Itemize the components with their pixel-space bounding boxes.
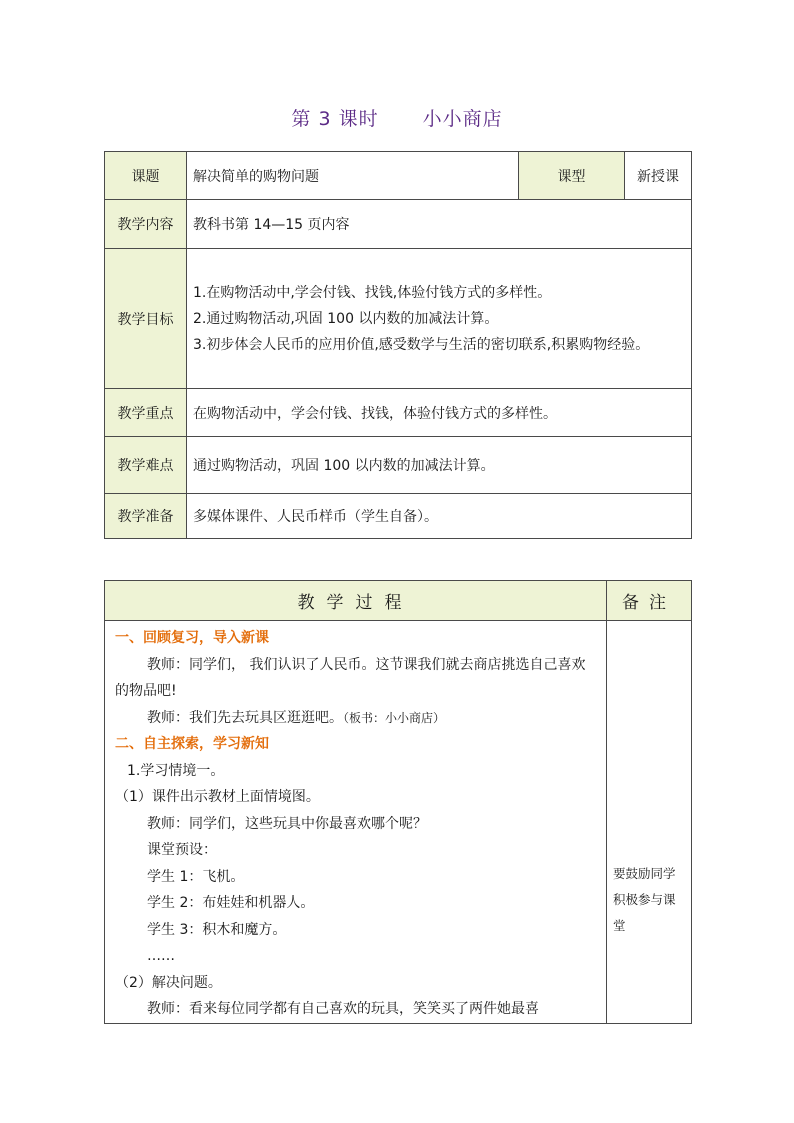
subsection: （1）课件出示教材上面情境图。 bbox=[115, 789, 320, 805]
key-label: 教学重点 bbox=[105, 389, 187, 437]
paragraph: 课堂预设： bbox=[147, 842, 217, 858]
ellipsis: …… bbox=[147, 948, 175, 964]
board-note: （板书：小小商店） bbox=[343, 710, 446, 725]
paragraph: 教师：同学们， 我们认识了人民币。这节课我们就去商店挑选自己喜欢的物品吧! bbox=[115, 656, 586, 699]
note-text: 要鼓励同学积极参与课堂 bbox=[613, 866, 676, 933]
note-header: 备注 bbox=[607, 581, 692, 621]
subject-value: 解决简单的购物问题 bbox=[187, 152, 519, 200]
row-prep bbox=[105, 494, 692, 539]
goal-item: 1.在购物活动中,学会付钱、找钱,体验付钱方式的多样性。 bbox=[193, 284, 552, 301]
key-value: 在购物活动中，学会付钱、找钱，体验付钱方式的多样性。 bbox=[187, 389, 692, 437]
process-header-row bbox=[105, 581, 692, 621]
goals-label: 教学目标 bbox=[105, 249, 187, 389]
row-subject bbox=[105, 152, 692, 200]
lesson-number: 第 3 课时 bbox=[291, 108, 379, 130]
type-value: 新授课 bbox=[625, 152, 692, 200]
process-body bbox=[105, 621, 607, 1024]
paragraph: 学生 2：布娃娃和机器人。 bbox=[147, 895, 315, 911]
prep-label: 教学准备 bbox=[105, 494, 187, 539]
paragraph: 教师：我们先去玩具区逛逛吧。（板书：小小商店） bbox=[147, 709, 446, 726]
subject-label: 课题 bbox=[105, 152, 187, 200]
page-title bbox=[0, 104, 794, 131]
paragraph: 学生 3：积木和魔方。 bbox=[147, 921, 287, 938]
subsection: （2）解决问题。 bbox=[115, 974, 222, 991]
difficulty-value: 通过购物活动，巩固 100 以内数的加减法计算。 bbox=[187, 437, 692, 494]
row-key bbox=[105, 389, 692, 437]
section-heading: 二、自主探索，学习新知 bbox=[115, 736, 269, 752]
type-label: 课型 bbox=[519, 152, 625, 200]
goal-item: 2.通过购物活动,巩固 100 以内数的加减法计算。 bbox=[193, 310, 499, 327]
lesson-topic: 小小商店 bbox=[422, 108, 503, 130]
teaching-process-table bbox=[104, 580, 692, 1024]
process-header: 教学过程 bbox=[105, 581, 607, 621]
goals-list bbox=[187, 249, 692, 389]
section-heading: 一、回顾复习，导入新课 bbox=[115, 630, 269, 646]
process-body-row bbox=[105, 621, 692, 1024]
prep-value: 多媒体课件、人民币样币（学生自备）。 bbox=[187, 494, 692, 539]
goal-item: 3.初步体会人民币的应用价值,感受数学与生活的密切联系,积累购物经验。 bbox=[193, 336, 650, 353]
content-label: 教学内容 bbox=[105, 200, 187, 249]
note-cell bbox=[607, 621, 692, 1024]
subsection: 1.学习情境一。 bbox=[127, 762, 225, 779]
paragraph: 教师：看来每位同学都有自己喜欢的玩具，笑笑买了两件她最喜 bbox=[147, 1001, 539, 1017]
paragraph: 教师：同学们，这些玩具中你最喜欢哪个呢？ bbox=[147, 815, 427, 832]
paragraph: 学生 1：飞机。 bbox=[147, 868, 245, 885]
row-goals bbox=[105, 249, 692, 389]
row-content bbox=[105, 200, 692, 249]
content-value: 教科书第 14—15 页内容 bbox=[187, 200, 692, 249]
row-difficulty bbox=[105, 437, 692, 494]
lesson-info-table bbox=[104, 151, 692, 539]
difficulty-label: 教学难点 bbox=[105, 437, 187, 494]
